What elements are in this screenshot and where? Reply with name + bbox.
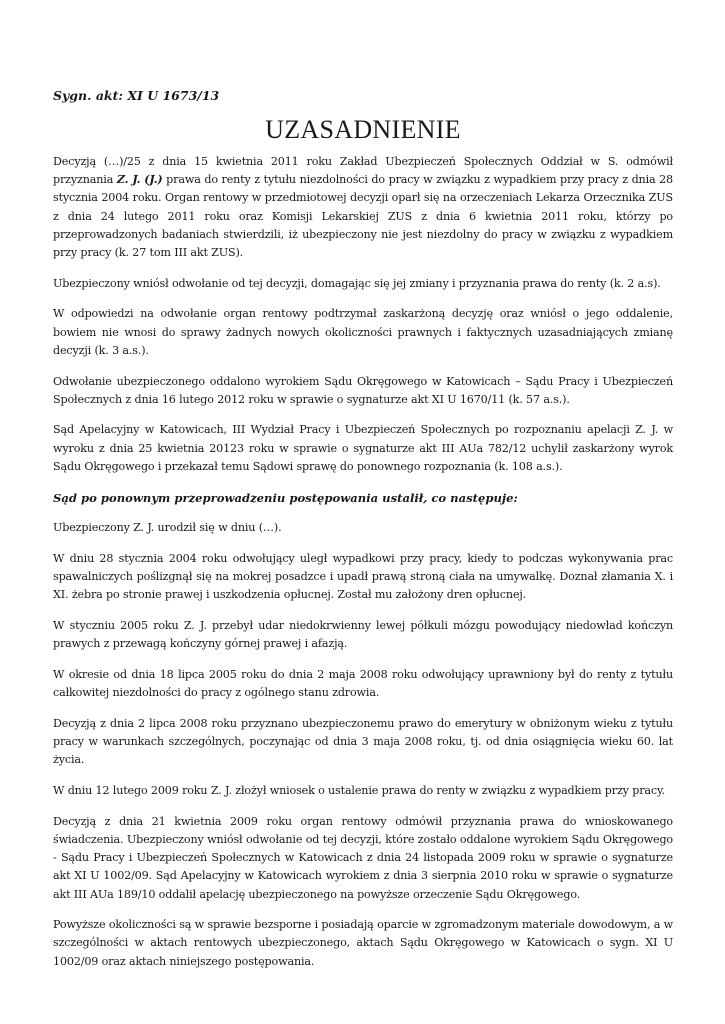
paragraph-appeal: Ubezpieczony wniósł odwołanie od tej decyzji, domagając się jej zmiany i przyznania prawa do renty (k. 2 a.s). — [53, 276, 661, 290]
paragraph-decision-text-a: Decyzją (…)/25 z dnia 15 kwietnia 2011 roku Zakład Ubezpieczeń Społecznych Oddział w S. odmówił przyznania — [53, 155, 673, 187]
paragraph-accident: W dniu 28 stycznia 2004 roku odwołujący uległ wypadkowi przy pracy, kiedy to podczas wykonywania prac spawalniczych poślizgnął się na mokrej posadzce i upadł prawą stroną ciała na umywalkę. Doznał złamania X. i XI. żebra po stronie prawej i uszkodzenia opłucnej. Został mu założony dren opłucnej. — [53, 551, 673, 602]
paragraph-birth: Ubezpieczony Z. J. urodził się w dniu (…). — [53, 521, 282, 535]
document-title: UZASADNIENIE — [265, 115, 461, 144]
party-name: Z. J. (J.) — [116, 173, 163, 187]
paragraph-response: W odpowiedzi na odwołanie organ rentowy podtrzymał zaskarżoną decyzję oraz wniósł o jego oddalenie, bowiem nie wnosi do sprawy żadnych nowych okoliczności prawnych i faktycznych uzasadniających zmianę decyzji (k. 3 a.s.). — [53, 307, 673, 357]
paragraph-prior-proceedings: Decyzją z dnia 21 kwietnia 2009 roku organ rentowy odmówił przyznania prawa do wnioskowanego świadczenia. Ubezpieczony wniósł odwołanie od tej decyzji, które zostało oddalone wyrokiem Sądu Okręgowego - Sądu Pracy i Ubezpieczeń Społecznych w Katowicach z dnia 24 listopada 2009 roku w sprawie o sygnaturze akt XI U 1002/09. Sąd Apelacyjny w Katowicach wyrokiem z dnia 3 sierpnia 2010 roku w sprawie o sygnaturze akt III AUa 189/10 oddalił apelację ubezpieczonego na powyższe orzeczenie Sądu Okręgowego. — [53, 814, 673, 901]
paragraph-retirement: Decyzją z dnia 2 lipca 2008 roku przyznano ubezpieczonemu prawo do emerytury w obniżonym wieku z tytułu pracy w warunkach szczególnych, poczynając od dnia 3 maja 2008 roku, tj. od dnia osiągnięcia wieku 60. lat życia. — [53, 716, 673, 767]
paragraph-pension-period: W okresie od dnia 18 lipca 2005 roku do dnia 2 maja 2008 roku odwołujący uprawniony był do renty z tytułu całkowitej niezdolności do pracy z ogólnego stanu zdrowia. — [53, 667, 673, 700]
paragraph-undisputed: Powyższe okoliczności są w sprawie bezsporne i posiadają oparcie w zgromadzonym materiale dowodowym, a w szczególności w aktach rentowych ubezpieczonego, aktach Sądu Okręgowego w Katowicach o sygn. XI U 1002/09 oraz aktach niniejszego postępowania. — [53, 918, 673, 968]
paragraph-stroke: W styczniu 2005 roku Z. J. przebył udar niedokrwienny lewej półkuli mózgu powodujący niedowład kończyn prawych z przewagą kończyny górnej prawej i afazją. — [53, 619, 673, 651]
findings-heading: Sąd po ponownym przeprowadzeniu postępowania ustalił, co następuje: — [53, 490, 518, 505]
paragraph-first-judgment: Odwołanie ubezpieczonego oddalono wyrokiem Sądu Okręgowego w Katowicach – Sądu Pracy i Ubezpieczeń Społecznych z dnia 16 lutego 2012 roku w sprawie o sygnaturze akt XI U 1670/11 (k. 57 a.s.). — [53, 374, 673, 406]
case-signature: Sygn. akt: XI U 1673/13 — [53, 88, 220, 103]
paragraph-decision — [53, 153, 673, 262]
paragraph-decision-text-b: prawa do renty z tytułu niezdolności do pracy w związku z wypadkiem przy pracy z dnia 28 stycznia 2004 roku. Organ rentowy w przedmiotowej decyzji oparł się na orzeczeniach Lekarza Orzecznika ZUS z dnia 24 lutego 2011 roku oraz Komisji Lekarskiej ZUS z dnia 6 kwietnia 2011 roku, którzy po przeprowadzonych badaniach stwierdzili, iż ubezpieczony nie jest niezdolny do pracy w związku z wypadkiem przy pracy (k. 27 tom III akt ZUS). — [53, 173, 673, 260]
paragraph-application: W dniu 12 lutego 2009 roku Z. J. złożył wniosek o ustalenie prawa do renty w związku z wypadkiem przy pracy. — [53, 783, 666, 797]
document-page — [53, 88, 673, 983]
paragraph-appellate-ruling: Sąd Apelacyjny w Katowicach, III Wydział Pracy i Ubezpieczeń Społecznych po rozpoznaniu apelacji Z. J. w wyroku z dnia 25 kwietnia 20123 roku w sprawie o sygnaturze akt III AUa 782/12 uchylił zaskarżony wyrok Sądu Okręgowego i przekazał temu Sądowi sprawę do ponownego rozpoznania (k. 108 a.s.). — [53, 423, 673, 473]
